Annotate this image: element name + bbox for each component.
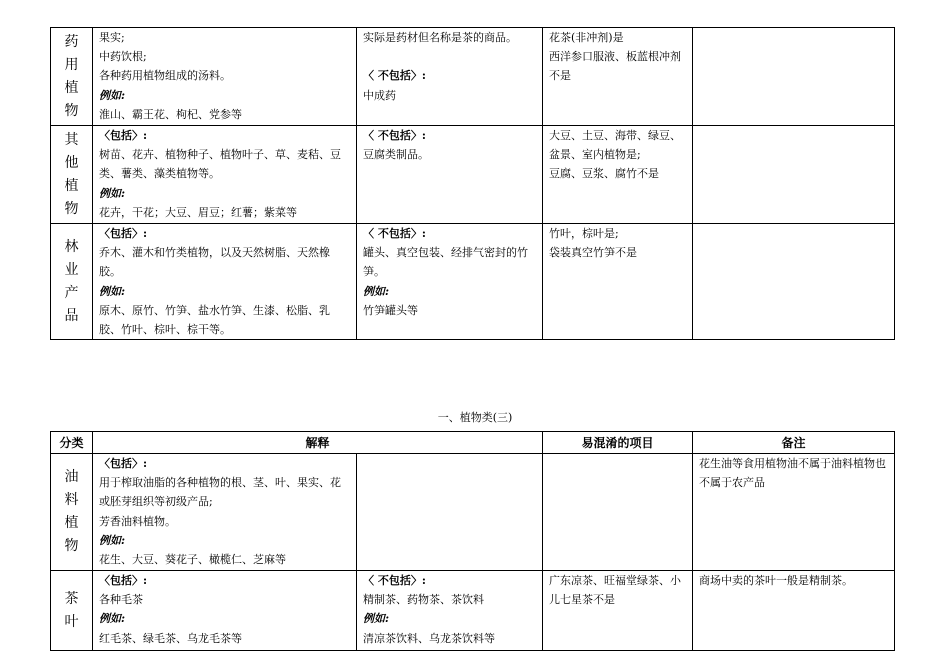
remarks-cell: [693, 571, 895, 651]
confusing-items-cell: [543, 224, 693, 340]
included-cell-line: 〈包括〉:: [99, 227, 148, 240]
table-row: [51, 126, 895, 224]
plant-table-part-2: [50, 27, 895, 340]
category-char: 药: [64, 33, 79, 50]
included-cell: [93, 224, 357, 340]
category-char: 物: [64, 538, 79, 554]
included-cell-line: 花卉，干花；大豆、眉豆；红薯；紫菜等: [99, 205, 297, 219]
category-cell: [51, 454, 93, 571]
confusing-items-cell-line: 豆腐、豆浆、腐竹不是: [549, 167, 659, 181]
included-cell-line: 芳香油料植物。: [99, 514, 176, 528]
included-cell-line: 例如:: [99, 284, 126, 298]
included-cell-line: 例如:: [99, 186, 126, 200]
excluded-cell: [357, 126, 543, 224]
table-row: [51, 571, 895, 651]
excluded-cell-line: 豆腐类制品。: [363, 148, 429, 162]
category-cell: [51, 28, 93, 126]
included-cell-line: 例如:: [99, 612, 126, 626]
category-char: 其: [64, 131, 79, 148]
category-cell: [51, 224, 93, 340]
remarks-cell: [693, 126, 895, 224]
included-cell-line: 乔木、灌木和竹类植物，以及天然树脂、天然橡胶。: [99, 246, 330, 279]
included-cell: [93, 126, 357, 224]
category-char: 业: [64, 261, 79, 278]
included-cell-line: 用于榨取油脂的各种植物的根、茎、叶、果实、花或胚芽组织等初级产品;: [99, 476, 341, 509]
confusing-items-cell: [543, 126, 693, 224]
table-row: [51, 224, 895, 340]
remarks-cell-line: 花生油等食用植物油不属于油料植物也不属于农产品: [699, 457, 887, 490]
header-explanation: 解释: [93, 432, 543, 454]
included-cell-line: 〈包括〉:: [99, 129, 148, 142]
included-cell-line: 中药饮根;: [99, 50, 147, 64]
category-cell: [51, 571, 93, 651]
included-cell: [93, 28, 357, 126]
table-row: [51, 454, 895, 571]
category-char: 物: [64, 102, 79, 119]
excluded-cell: [357, 28, 543, 126]
included-cell-line: 花生、大豆、葵花子、橄榄仁、芝麻等: [99, 553, 286, 567]
excluded-cell-line: 例如:: [363, 612, 390, 626]
excluded-cell-line: 〈 不包括〉:: [363, 227, 426, 240]
header-confusing-items: 易混淆的项目: [543, 432, 693, 454]
table-row: [51, 28, 895, 126]
excluded-cell: [357, 224, 543, 340]
confusing-items-cell-line: 广东凉茶、旺福堂绿茶、小儿七星茶不是: [549, 574, 682, 607]
category-char: 他: [64, 154, 79, 171]
included-cell-line: 原木、原竹、竹笋、盐水竹笋、生漆、松脂、乳胶、竹叶、棕叶、棕干等。: [99, 303, 330, 337]
category-char: 植: [64, 515, 79, 531]
category-char: 茶: [64, 590, 79, 607]
excluded-cell-line: 〈 不包括〉:: [363, 574, 426, 587]
confusing-items-cell-line: 袋装真空竹笋不是: [549, 246, 637, 260]
included-cell-line: 红毛茶、绿毛茶、乌龙毛茶等: [99, 631, 242, 645]
excluded-cell: [357, 571, 543, 651]
remarks-cell: [693, 224, 895, 340]
excluded-cell-line: 中成药: [363, 88, 396, 102]
remarks-cell-line: 商场中卖的茶叶一般是精制茶。: [699, 574, 854, 587]
excluded-cell-line: 例如:: [363, 284, 390, 298]
category-char: 品: [64, 307, 79, 324]
table-caption: 一、植物类(三): [437, 411, 513, 424]
category-cell: [51, 126, 93, 224]
confusing-items-cell: [543, 28, 693, 126]
excluded-cell-line: 精制茶、药物茶、茶饮料: [363, 593, 484, 607]
excluded-cell-line: 〈 不包括〉:: [363, 69, 426, 83]
category-char: 叶: [64, 613, 79, 630]
category-char: 物: [64, 200, 79, 217]
category-char: 植: [64, 177, 79, 194]
excluded-cell-line: 实际是药材但名称是茶的商品。: [363, 31, 517, 44]
header-remarks: 备注: [693, 432, 895, 454]
confusing-items-cell-line: 竹叶，棕叶是;: [549, 227, 619, 240]
included-cell-line: 例如:: [99, 533, 126, 547]
category-char: 植: [64, 79, 79, 96]
confusing-items-cell-line: 不是: [549, 69, 571, 83]
included-cell-line: 各种毛茶: [99, 593, 143, 607]
table-header-row: [51, 432, 895, 454]
excluded-cell-line: 〈 不包括〉:: [363, 129, 426, 142]
header-category: 分类: [51, 432, 93, 454]
included-cell-line: 树苗、花卉、植物种子、植物叶子、草、麦秸、豆类、薯类、藻类植物等。: [99, 148, 341, 181]
included-cell: [93, 571, 357, 651]
included-cell-line: 淮山、霸王花、枸杞、党参等: [99, 107, 242, 121]
category-char: 油: [64, 469, 79, 485]
confusing-items-cell-line: 花茶(非冲剂)是: [549, 31, 624, 44]
excluded-cell: [357, 454, 543, 571]
category-char: 产: [64, 284, 79, 301]
remarks-cell: [693, 454, 895, 571]
excluded-cell-line: 竹笋罐头等: [363, 303, 418, 317]
confusing-items-cell-line: 西洋参口服液、板蓝根冲剂: [549, 50, 681, 64]
excluded-cell-line: 罐头、真空包装、经排气密封的竹笋。: [363, 246, 528, 279]
included-cell-line: 果实;: [99, 31, 125, 44]
included-cell: [93, 454, 357, 571]
remarks-cell: [693, 28, 895, 126]
included-cell-line: 〈包括〉:: [99, 574, 148, 587]
excluded-cell-line: [363, 47, 536, 66]
confusing-items-cell: [543, 454, 693, 571]
included-cell-line: 各种药用植物组成的汤料。: [99, 69, 231, 83]
included-cell-line: 例如:: [99, 88, 126, 102]
confusing-items-cell: [543, 571, 693, 651]
included-cell-line: 〈包括〉:: [99, 457, 148, 470]
plant-table-part-3: [50, 431, 895, 651]
excluded-cell-line: 清凉茶饮料、乌龙茶饮料等: [363, 631, 495, 645]
category-char: 料: [64, 492, 79, 508]
category-char: 林: [64, 238, 79, 255]
confusing-items-cell-line: 大豆、土豆、海带、绿豆、盆景、室内植物是;: [549, 129, 681, 162]
category-char: 用: [64, 56, 79, 73]
